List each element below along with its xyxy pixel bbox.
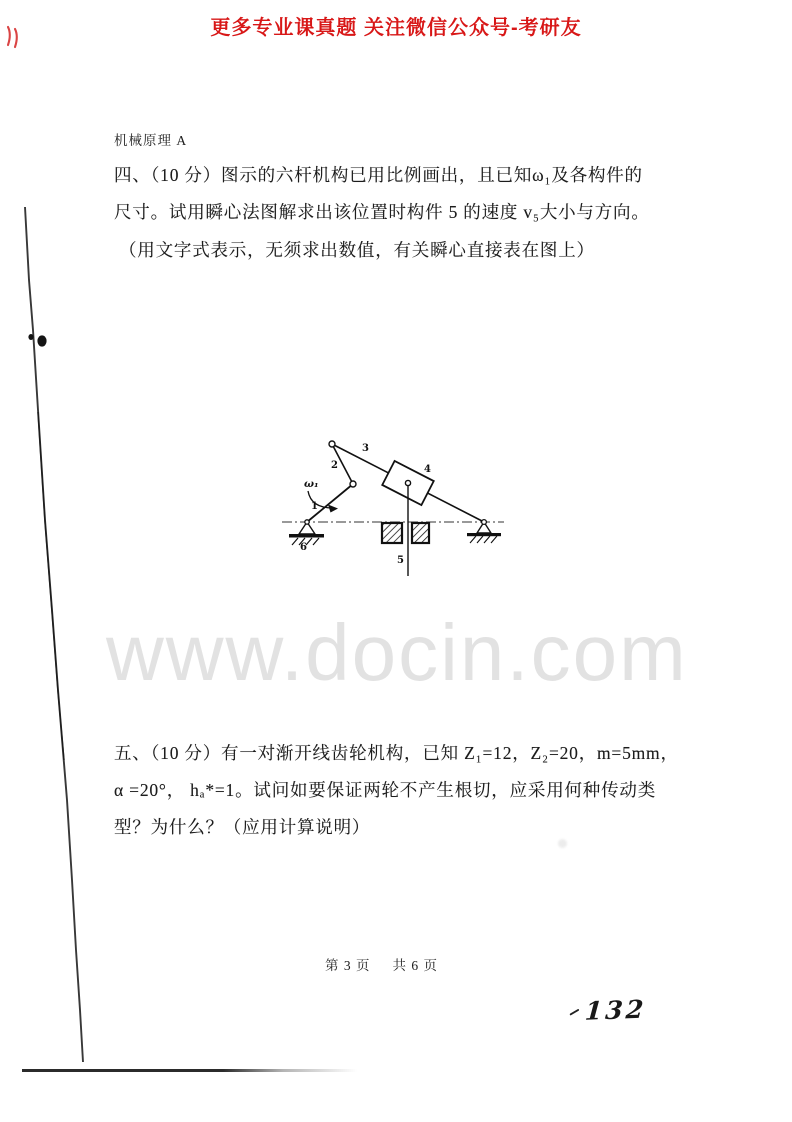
ink-blob-small [28,334,33,340]
omega-arrowhead [328,505,338,513]
question5-line3: 型？为什么？（应用计算说明） [114,817,371,837]
guide-block-right [412,523,429,543]
faint-smudge [558,839,567,848]
question4-line3: （用文字式表示，无须求出数值，有关瞬心直接表在图上） [119,240,595,260]
label-link5: 5 [397,555,404,566]
red-pen-mark [4,24,22,52]
joint-a [350,481,356,487]
joint-c-slider-pin [405,480,410,485]
joint-o1 [305,520,309,524]
label-omega1: ω₁ [304,478,319,490]
right-ground-bar [467,533,501,536]
footer-page-number: 第 3 页 [325,958,371,973]
six-bar-linkage-figure [278,424,513,584]
right-ground-hatch [470,536,497,543]
guide-block-left [382,523,402,543]
ink-blob-large [37,335,46,346]
question4-line2: 尺寸。试用瞬心法图解求出该位置时构件 5 的速度 v₅大小与方向。 [114,202,650,222]
label-link3: 3 [362,443,369,454]
footer-total-pages: 共 6 页 [392,958,438,973]
pen-tick-icon [569,1004,582,1018]
joint-b [329,441,335,447]
question5-line1: 五、（10 分）有一对渐开线齿轮机构，已知 Z₁=12，Z₂=20，m=5mm， [114,743,679,763]
question4-line1: 四、（10 分）图示的六杆机构已用比例画出，且已知ω₁及各构件的 [114,165,643,185]
promo-header-text: 更多专业课真题 关注微信公众号-考研友 [210,17,582,39]
label-link1: 1 [311,501,318,512]
joint-d [482,520,487,525]
page-footer [325,954,438,974]
page-bottom-edge [22,1069,357,1072]
question5-line2: α =20°， hₐ*=1。试问如要保证两轮不产生根切，应采用何种传动类 [114,780,656,800]
label-ground6: 6 [300,542,307,553]
handwritten-page-number [569,995,647,1027]
left-ground-bar [289,534,324,538]
handwritten-digits: 132 [583,994,648,1026]
docin-watermark: www.docin.com [106,608,688,697]
label-link2: 2 [331,460,338,471]
course-title: 机械原理 A [114,133,188,148]
label-slider4: 4 [424,464,431,475]
